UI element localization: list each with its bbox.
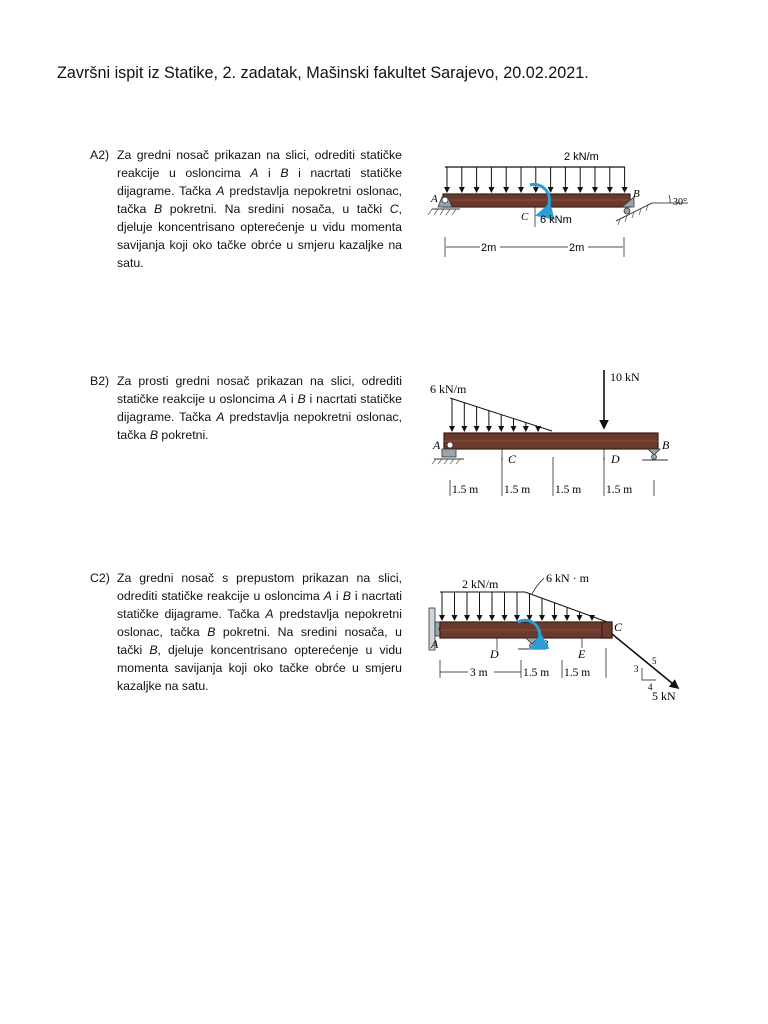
point-a-label: A: [431, 193, 438, 205]
point-a-label: A: [433, 438, 441, 452]
slope-label: 5: [652, 656, 657, 666]
slope-label: 3: [634, 664, 639, 674]
point-b-label: B: [662, 438, 670, 452]
task-b2: [90, 372, 402, 444]
load-label: 6 kN/m: [430, 382, 467, 396]
dimension-label: 1.5 m: [504, 484, 531, 496]
dimension-label: 2m: [569, 242, 585, 254]
moment-label: 6 kN · m: [546, 571, 589, 585]
task-c2: [90, 569, 402, 695]
distributed-load-arrows: [442, 592, 592, 620]
moment-label: 6 kNm: [540, 214, 572, 226]
triangular-load-arrows: [452, 399, 538, 431]
dimension-label: 3 m: [470, 667, 488, 679]
figure-b2: [420, 365, 680, 505]
point-c-label: C: [521, 211, 529, 223]
dimension-label: 2m: [481, 242, 497, 254]
point-d-label: D: [490, 647, 499, 661]
task-text: Za gredni nosač s prepustom prikazan na slici, odrediti statičke reakcije u osloncima A i B i nacrtati statičke dijagrame. Tačka A predstavlja nepokretni oslonac, tačka B pokretni. Na sredini nosača, u tački B, djeluje koncentrisano opterećenje u vidu momenta savijanja koji oko tačke obrće u smjeru kazaljke na satu.: [117, 571, 402, 693]
point-b-label: B: [541, 637, 549, 651]
force-label: 5 kN: [652, 689, 676, 703]
slope-label: 4: [648, 682, 653, 692]
figure-a2: [420, 145, 700, 265]
load-label: 2 kN/m: [462, 577, 499, 591]
task-text: Za prosti gredni nosač prikazan na slici, odrediti statičke reakcije u osloncima A i B i nacrtati statičke dijagrame. Tačka A predstavlja nepokretni oslonac, tačka B pokretni.: [117, 374, 402, 442]
point-c-label: C: [614, 620, 623, 634]
dimension-label: 1.5 m: [555, 484, 582, 496]
figure-c2: [420, 568, 690, 708]
load-label: 2 kN/m: [564, 151, 599, 163]
point-b-label: B: [633, 188, 640, 200]
force-label: 10 kN: [610, 370, 640, 384]
point-d-label: D: [611, 452, 620, 466]
dimension-label: 1.5 m: [523, 667, 550, 679]
dimension-label: 1.5 m: [564, 667, 591, 679]
point-e-label: E: [578, 647, 586, 661]
task-text: Za gredni nosač prikazan na slici, odrediti statičke reakcije u osloncima A i B i nacrtati statičke dijagrame. Tačka A predstavlja nepokretni oslonac, tačka B pokretni. Na sredini nosača, u tački C, djeluje koncentrisano opterećenje u vidu momenta savijanja koji oko tačke obrće u smjeru kazaljke na satu.: [117, 148, 403, 270]
page-title: Završni ispit iz Statike, 2. zadatak, Mašinski fakultet Sarajevo, 20.02.2021.: [57, 64, 589, 82]
task-label: B2): [90, 374, 110, 388]
point-a-label: A: [431, 637, 439, 651]
point-c-label: C: [508, 452, 517, 466]
dimension-label: 1.5 m: [452, 484, 479, 496]
task-label: A2): [90, 148, 110, 162]
task-a2: [90, 146, 402, 272]
distributed-load-arrows: [447, 167, 625, 192]
angle-label: 30°: [673, 197, 687, 208]
task-label: C2): [90, 571, 110, 585]
dimension-label: 1.5 m: [606, 484, 633, 496]
